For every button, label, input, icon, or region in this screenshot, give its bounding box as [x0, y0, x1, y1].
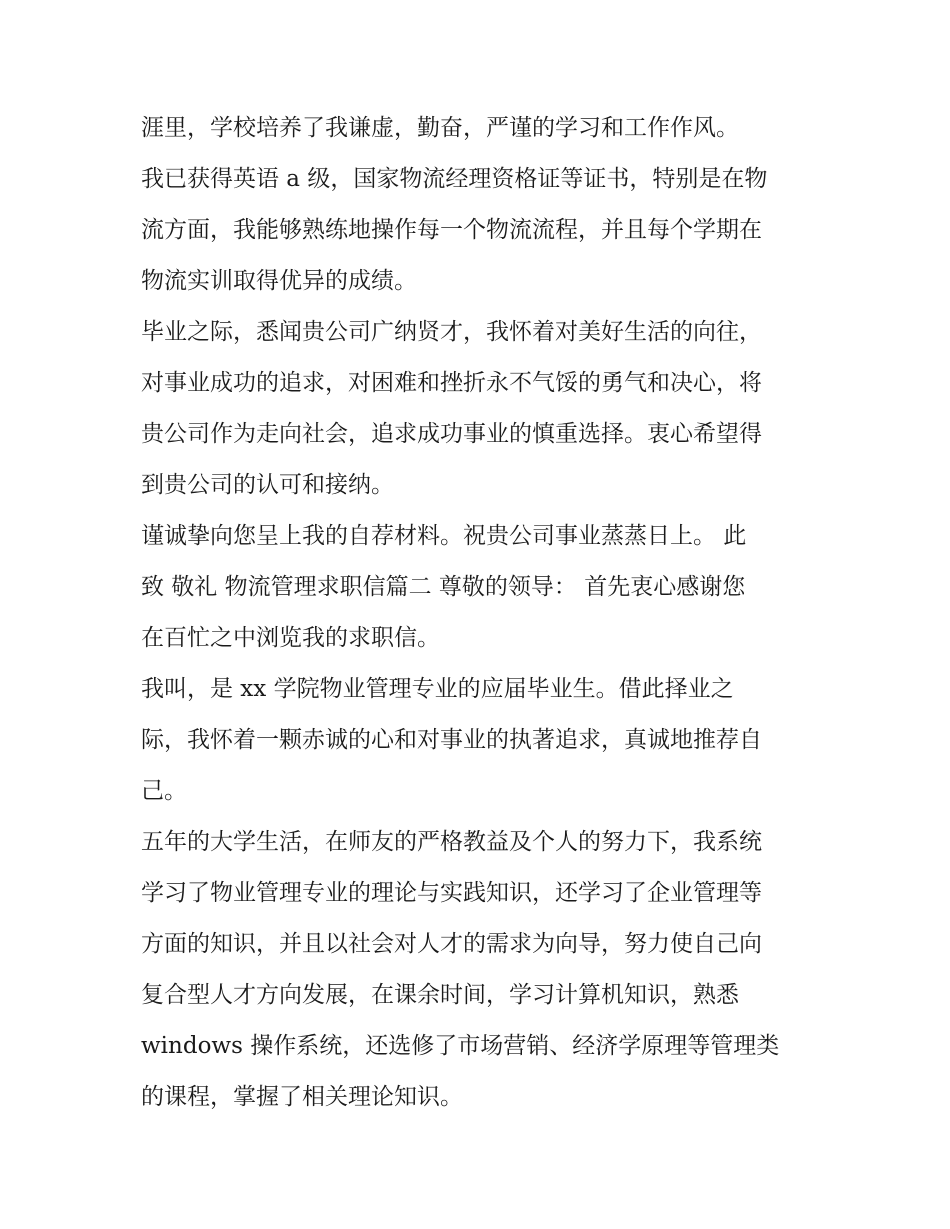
text-line: 五年的大学生活，在师友的严格教益及个人的努力下，我系统 [141, 829, 762, 855]
text-line: 学习了物业管理专业的理论与实践知识，还学习了企业管理等 [141, 880, 762, 906]
text-line: 我已获得英语 a 级，国家物流经理资格证等证书，特别是在物 [141, 166, 768, 192]
text-line: 贵公司作为走向社会，追求成功事业的慎重选择。衷心希望得 [141, 421, 762, 447]
text-line: 物流实训取得优异的成绩。 [141, 268, 417, 294]
text-line: 流方面，我能够熟练地操作每一个物流流程，并且每个学期在 [141, 217, 762, 243]
text-line: 己。 [141, 778, 187, 804]
text-line: 致 敬礼 物流管理求职信篇二 尊敬的领导： 首先衷心感谢您 [141, 574, 746, 600]
body-text [141, 103, 841, 1123]
text-line: 复合型人才方向发展，在课余时间，学习计算机知识，熟悉 [141, 982, 739, 1008]
text-line: 际，我怀着一颗赤诚的心和对事业的执著追求，真诚地推荐自 [141, 727, 762, 753]
text-line: 方面的知识，并且以社会对人才的需求为向导，努力使自己向 [141, 931, 762, 957]
text-line: 到贵公司的认可和接纳。 [141, 472, 394, 498]
text-line: 我叫，是 xx 学院物业管理专业的应届毕业生。借此择业之 [141, 676, 734, 702]
text-line: 对事业成功的追求，对困难和挫折永不气馁的勇气和决心，将 [141, 370, 762, 396]
text-line: windows 操作系统，还选修了市场营销、经济学原理等管理类 [141, 1033, 780, 1059]
text-line: 毕业之际，悉闻贵公司广纳贤才，我怀着对美好生活的向往， [141, 319, 762, 345]
text-line: 在百忙之中浏览我的求职信。 [141, 625, 440, 651]
text-line: 的课程，掌握了相关理论知识。 [141, 1084, 463, 1110]
text-line: 谨诚挚向您呈上我的自荐材料。祝贵公司事业蒸蒸日上。 此 [141, 523, 747, 549]
text-line: 涯里，学校培养了我谦虚，勤奋，严谨的学习和工作作风。 [141, 115, 739, 141]
